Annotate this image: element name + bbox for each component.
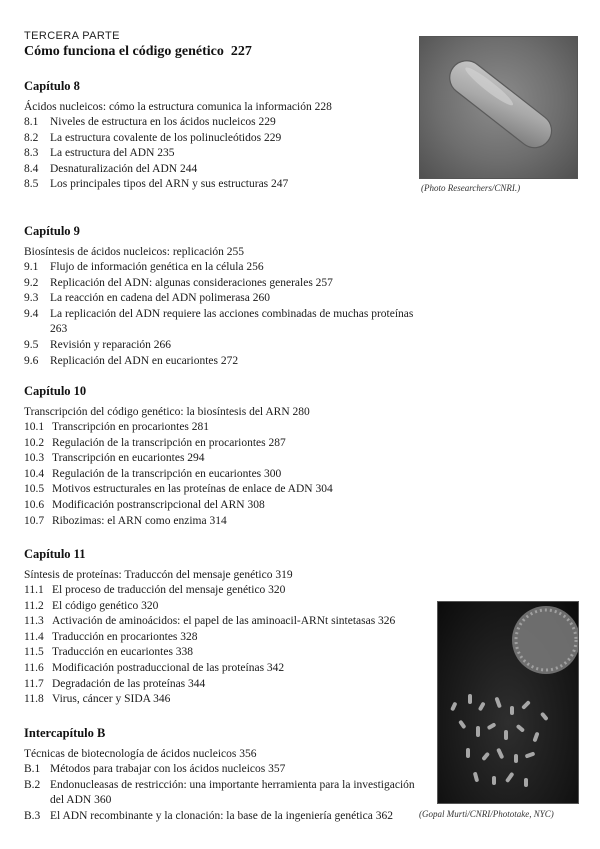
part-title-page: 227 (230, 44, 252, 59)
entry-number: 10.7 (24, 514, 45, 527)
entry-number: 10.3 (24, 452, 45, 465)
toc-entry (24, 260, 419, 276)
toc-entry (24, 146, 419, 162)
entry-number: 9.6 (24, 354, 39, 367)
figure-caption: (Gopal Murti/CNRI/Phototake, NYC) (419, 809, 554, 819)
entry-number: 10.4 (24, 467, 45, 480)
entry-text: La estructura del ADN 235 (50, 147, 175, 160)
entry-number: 11.1 (24, 584, 44, 596)
toc-entry (24, 467, 419, 483)
entry-text: Virus, cáncer y SIDA 346 (52, 693, 171, 706)
chapter-8-section (24, 79, 419, 193)
chromosome-photo (437, 601, 579, 804)
entry-number: 8.3 (24, 147, 39, 160)
entry-text: Regulación de la transcripción en eucariontes 300 (52, 467, 282, 480)
entry-text: Replicación del ADN: algunas consideraciones generales 257 (50, 276, 333, 289)
toc-entry (24, 115, 419, 131)
toc-entry (24, 291, 419, 307)
entry-text: Los principales tipos del ARN y sus estructuras 247 (50, 178, 289, 191)
entry-number: 9.1 (24, 261, 39, 273)
chapter-heading: Capítulo 10 (24, 384, 87, 398)
entry-text: La estructura covalente de los polinucleótidos 229 (50, 131, 282, 144)
toc-entry (24, 420, 419, 436)
part-title (24, 44, 252, 60)
toc-entry (24, 338, 419, 354)
toc-entry (24, 482, 419, 498)
toc-entry (24, 630, 419, 646)
toc-entry (24, 451, 419, 467)
entry-text: Regulación de la transcripción en procariontes 287 (52, 436, 286, 449)
entry-text: Endonucleasas de restricción: una importante herramienta para la investigación del ADN 360 (50, 778, 415, 807)
chapter-10-section (24, 384, 419, 529)
entry-number: 8.4 (24, 162, 39, 175)
entry-number: 11.3 (24, 615, 44, 628)
toc-entry (24, 498, 419, 514)
toc-entry (24, 645, 419, 661)
interchapter-b-section (24, 726, 419, 824)
entry-text: Modificación postraduccional de las proteínas 342 (52, 661, 285, 674)
entry-number: 11.4 (24, 630, 44, 643)
entry-text: El proceso de traducción del mensaje genético 320 (52, 584, 286, 596)
toc-entry (24, 661, 419, 677)
entry-text: Degradación de las proteínas 344 (52, 677, 206, 690)
toc-entry (24, 677, 419, 693)
entry-text: El ADN recombinante y la clonación: la base de la ingeniería genética 362 (50, 809, 393, 822)
chapter-heading: Capítulo 11 (24, 547, 86, 561)
entry-text: Transcripción en eucariontes 294 (52, 452, 205, 465)
part-title-text: Cómo funciona el código genético (24, 44, 224, 59)
entry-number: B.2 (24, 778, 41, 791)
figure-caption: (Photo Researchers/CNRI.) (421, 183, 521, 193)
toc-entry (24, 307, 419, 338)
entry-text: Activación de aminoácidos: el papel de las aminoacil-ARNt sintetasas 326 (52, 615, 396, 628)
toc-entry (24, 809, 419, 825)
entry-number: 11.6 (24, 661, 44, 674)
chapter-intro: Biosíntesis de ácidos nucleicos: replicación 255 (24, 246, 245, 258)
entry-text: Traducción en eucariontes 338 (52, 646, 194, 659)
toc-entry (24, 692, 419, 708)
chapter-heading: Capítulo 8 (24, 79, 80, 93)
chromosome-illustration (438, 602, 578, 803)
chapter-9-section (24, 224, 419, 369)
entry-number: B.3 (24, 809, 41, 822)
entry-number: 9.3 (24, 292, 39, 305)
entry-text: Desnaturalización del ADN 244 (50, 162, 198, 175)
entry-text: El código genético 320 (52, 599, 159, 612)
entry-number: 9.2 (24, 276, 39, 289)
part-label: TERCERA PARTE (24, 30, 120, 42)
toc-entry (24, 583, 419, 599)
toc-entry (24, 162, 419, 178)
entry-number: 8.2 (24, 131, 39, 144)
entry-number: 8.5 (24, 178, 39, 191)
toc-entry (24, 614, 419, 630)
entry-text: Traducción en procariontes 328 (52, 630, 198, 643)
entry-number: 10.2 (24, 436, 45, 449)
entry-text: Motivos estructurales en las proteínas de enlace de ADN 304 (52, 483, 333, 496)
toc-entry (24, 177, 419, 193)
entry-number: 10.1 (24, 421, 45, 433)
entry-text: Métodos para trabajar con los ácidos nucleicos 357 (50, 763, 286, 775)
toc-entry (24, 354, 419, 370)
toc-entry (24, 436, 419, 452)
entry-text: Transcripción en procariontes 281 (52, 421, 210, 433)
toc-entry (24, 599, 419, 615)
chapter-heading: Capítulo 9 (24, 224, 80, 238)
entry-number: 10.5 (24, 483, 45, 496)
entry-text: Flujo de información genética en la célula 256 (50, 261, 264, 273)
chapter-heading: Intercapítulo B (24, 726, 106, 740)
entry-number: 11.7 (24, 677, 44, 690)
entry-number: 11.5 (24, 646, 44, 659)
chapter-intro: Transcripción del código genético: la biosíntesis del ARN 280 (24, 406, 310, 418)
entry-text: Replicación del ADN en eucariontes 272 (50, 354, 239, 367)
toc-entry (24, 514, 419, 530)
entry-number: 11.8 (24, 693, 44, 706)
chapter-intro: Técnicas de biotecnología de ácidos nucleicos 356 (24, 748, 257, 760)
entry-text: Modificación postranscripcional del ARN 308 (52, 498, 265, 511)
bacterium-illustration (420, 37, 577, 178)
chapter-intro: Síntesis de proteínas: Traduccón del mensaje genético 319 (24, 569, 293, 581)
toc-entry (24, 762, 419, 778)
entry-number: 11.2 (24, 599, 44, 612)
toc-entry (24, 778, 419, 809)
entry-text: Revisión y reparación 266 (50, 338, 172, 351)
entry-number: 9.4 (24, 307, 39, 320)
toc-entry (24, 131, 419, 147)
bacterium-photo (419, 36, 578, 179)
entry-number: B.1 (24, 763, 41, 775)
entry-text: Niveles de estructura en los ácidos nucleicos 229 (50, 116, 276, 128)
entry-text: Ribozimas: el ARN como enzima 314 (52, 514, 227, 527)
entry-number: 8.1 (24, 116, 39, 128)
entry-text: La replicación del ADN requiere las acciones combinadas de muchas proteínas 263 (50, 307, 414, 336)
toc-entry (24, 276, 419, 292)
chapter-11-section (24, 547, 419, 708)
entry-text: La reacción en cadena del ADN polimerasa 260 (50, 292, 270, 305)
entry-number: 9.5 (24, 338, 39, 351)
chapter-intro: Ácidos nucleicos: cómo la estructura comunica la información 228 (24, 101, 332, 113)
entry-number: 10.6 (24, 498, 45, 511)
